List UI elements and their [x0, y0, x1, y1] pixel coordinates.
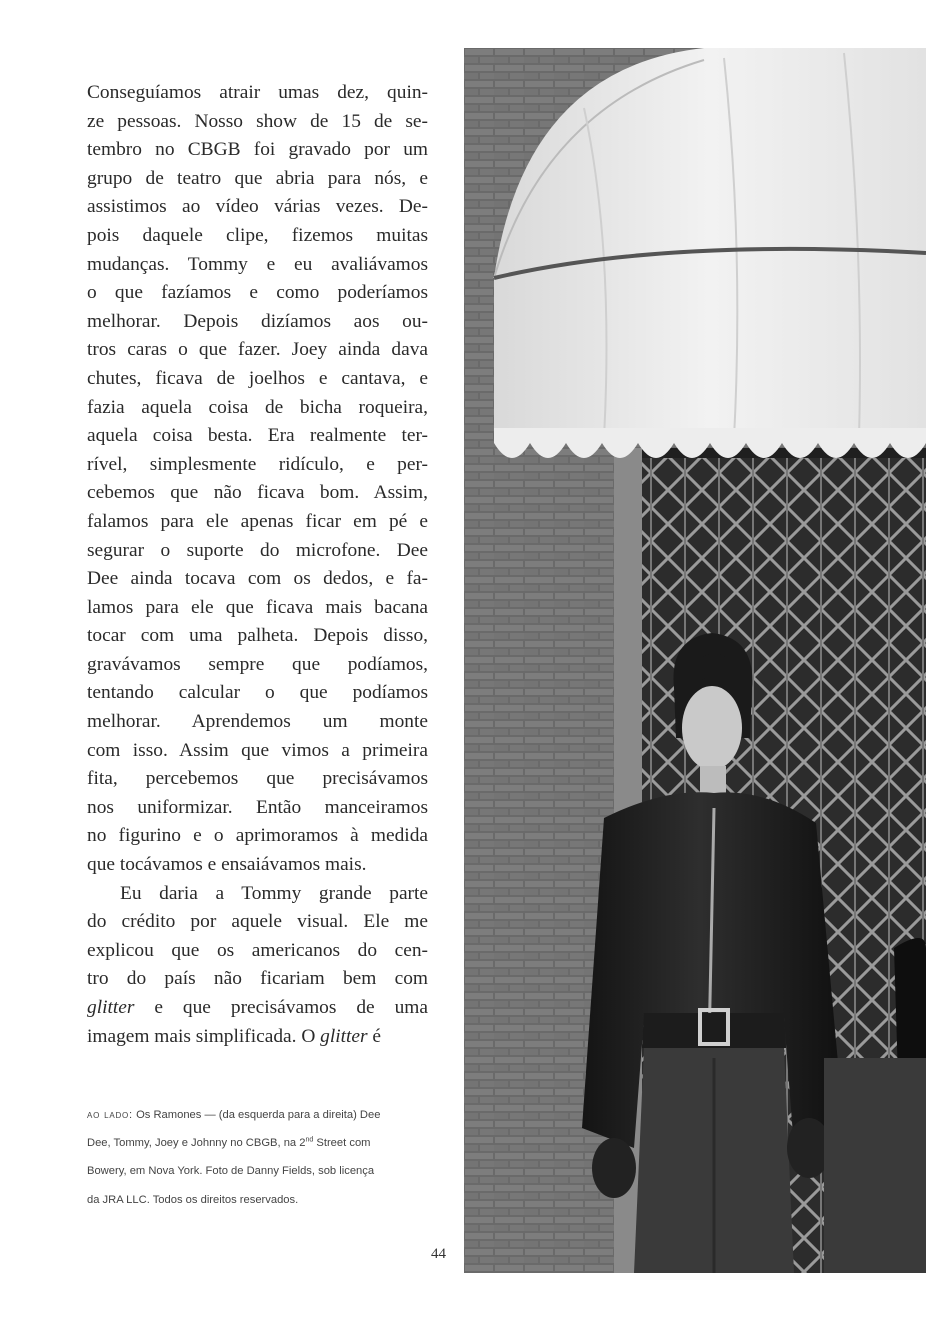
italic-word: glitter	[87, 997, 135, 1018]
text-line: pois daquele clipe, fizemos muitas	[87, 224, 428, 246]
text-line: tembro no CBGB foi gravado por um	[87, 139, 428, 161]
text-line: tocar com uma palheta. Depois disso,	[87, 625, 428, 647]
text-line: melhorar. Depois dizíamos aos ou-	[87, 310, 428, 332]
text-segment: e que precisávamos de uma	[134, 997, 428, 1018]
text-line: que tocávamos e ensaiávamos mais.	[87, 854, 367, 876]
text-line: melhorar. Aprendemos um monte	[87, 711, 428, 733]
text-line: Eu daria a Tommy grande parte	[120, 882, 428, 904]
caption-text: Street com	[313, 1137, 371, 1150]
text-line: no figurino e o aprimoramos à medida	[87, 825, 428, 847]
text-line: fazia aquela coisa de bicha roqueira,	[87, 396, 428, 418]
text-line: chutes, ficava de joelhos e cantava, e	[87, 367, 428, 389]
caption-text: Dee, Tommy, Joey e Johnny no CBGB, na 2	[87, 1137, 306, 1150]
text-line: tros caras o que fazer. Joey ainda dava	[87, 339, 428, 361]
text-line: tro do país não ficariam bem com	[87, 968, 428, 990]
text-line: explicou que os americanos do cen-	[87, 939, 428, 961]
caption-text: Bowery, em Nova York. Foto de Danny Fields, sob licença	[87, 1165, 375, 1178]
text-line: nos uniformizar. Então manceiramos	[87, 796, 428, 818]
page-number: 44	[431, 1246, 446, 1262]
text-line	[87, 994, 428, 1023]
text-line: fita, percebemos que precisávamos	[87, 768, 428, 790]
text-line: gravávamos sempre que podíamos,	[87, 653, 428, 675]
text-line: mudanças. Tommy e eu avaliávamos	[87, 253, 428, 275]
text-line: com isso. Assim que vimos a primeira	[87, 739, 428, 761]
text-line: ze pessoas. Nosso show de 15 de se-	[87, 110, 428, 132]
band-photo	[464, 48, 926, 1273]
text-segment: imagem mais simplificada. O	[87, 1025, 321, 1047]
text-line: cebemos que não ficava bom. Assim,	[87, 482, 428, 504]
photo-caption	[87, 1101, 432, 1214]
text-line: Dee ainda tocava com os dedos, e fa-	[87, 568, 428, 590]
text-line: lamos para ele que ficava mais bacana	[87, 596, 428, 618]
italic-word: glitter	[320, 1025, 368, 1047]
caption-text: Os Ramones — (da esquerda para a direita) Dee	[132, 1109, 381, 1121]
caption-lead: ao lado:	[87, 1109, 133, 1121]
caption-superscript: nd	[305, 1136, 314, 1144]
paragraph-1	[87, 79, 428, 880]
text-line: falamos para ele apenas ficar em pé e	[87, 510, 428, 532]
text-line: grupo de teatro que abria para nós, e	[87, 167, 428, 189]
text-segment: é	[367, 1025, 382, 1047]
text-line	[87, 1023, 428, 1052]
text-line: tentando calcular o que podíamos	[87, 682, 428, 704]
text-line: aquela coisa besta. Era realmente ter-	[87, 425, 428, 447]
text-line: do crédito por aquele visual. Ele me	[87, 911, 428, 933]
text-line: assistimos ao vídeo várias vezes. De-	[87, 196, 428, 218]
text-line: segurar o suporte do microfone. Dee	[87, 539, 428, 561]
text-line: rível, simplesmente ridículo, e per-	[87, 453, 428, 475]
text-line: o que fazíamos e como poderíamos	[87, 282, 428, 304]
caption-text: da JRA LLC. Todos os direitos reservados.	[87, 1193, 299, 1206]
photo-illustration	[464, 48, 926, 1273]
body-text	[87, 79, 428, 1051]
text-line: Conseguíamos atrair umas dez, quin-	[87, 82, 428, 103]
paragraph-2	[87, 880, 428, 1052]
